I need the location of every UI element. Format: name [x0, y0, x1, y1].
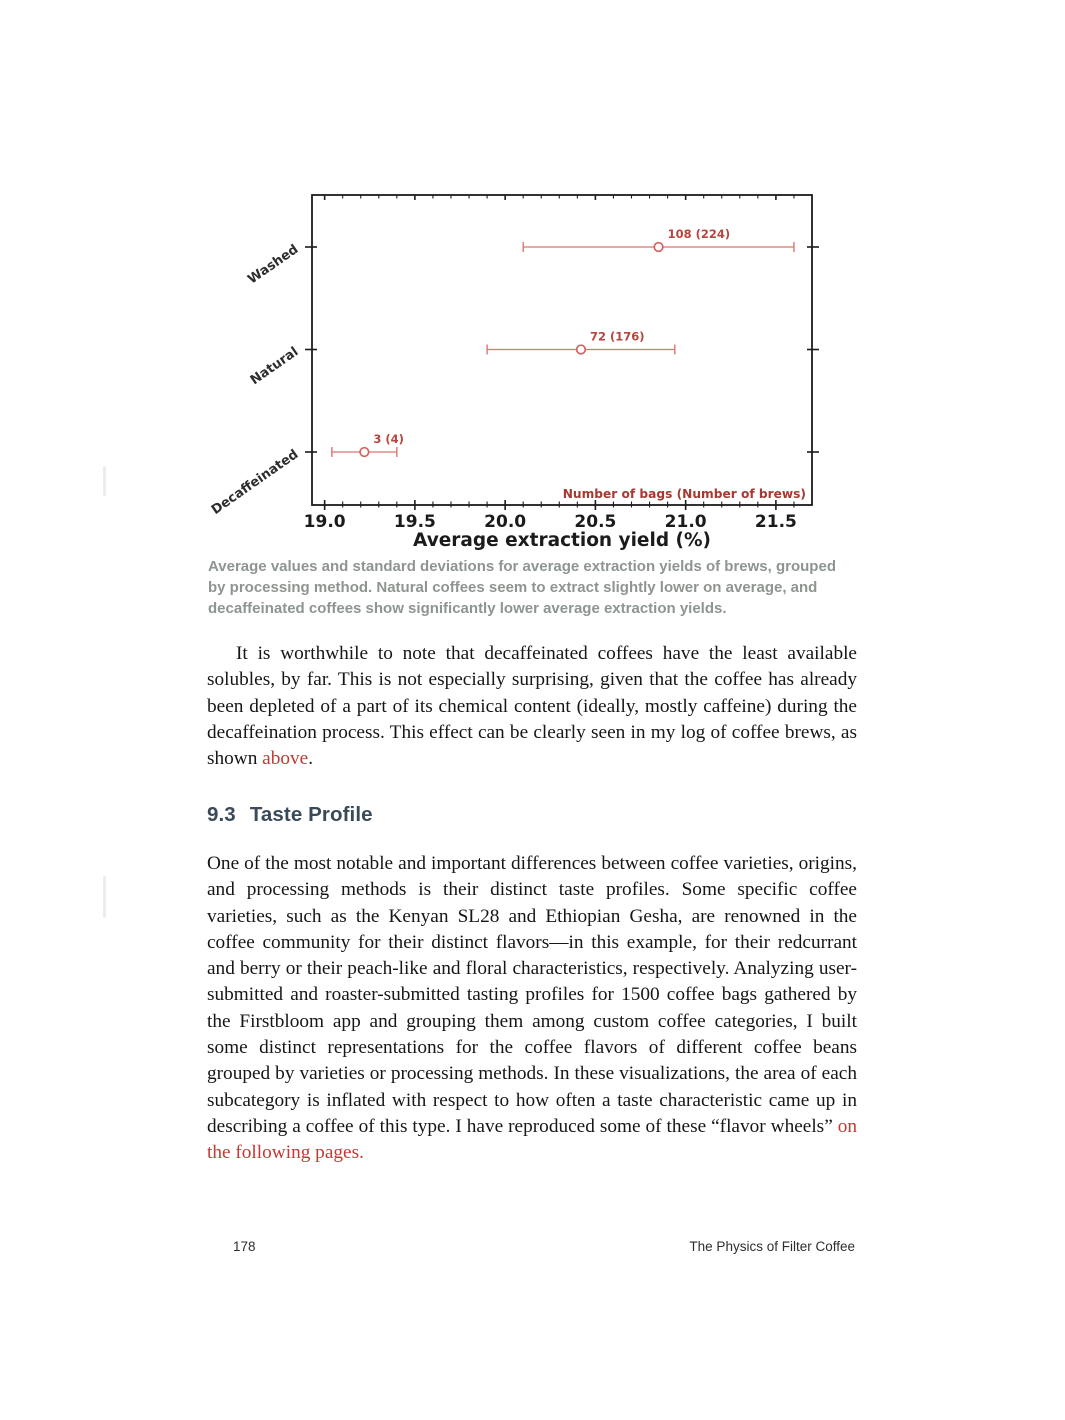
page-number: 178 [233, 1239, 256, 1254]
svg-text:20.5: 20.5 [574, 512, 617, 532]
scan-artifact [103, 876, 106, 918]
svg-text:Natural: Natural [247, 344, 302, 389]
paragraph-1 [207, 641, 857, 772]
point-label: 108 (224) [667, 227, 731, 241]
errorbar-decaffeinated [332, 432, 404, 457]
point-label: 3 (4) [373, 432, 404, 446]
chart-annotation: Number of bags (Number of brews) [562, 487, 806, 501]
svg-text:19.5: 19.5 [393, 512, 436, 532]
svg-text:20.0: 20.0 [484, 512, 527, 532]
figure-extraction-yield [200, 185, 860, 557]
point-label: 72 (176) [589, 329, 645, 344]
inline-link[interactable]: on the following pages. [207, 1115, 857, 1164]
svg-text:Decaffeinated: Decaffeinated [208, 446, 302, 518]
svg-text:19.0: 19.0 [303, 512, 346, 532]
section-number: 9.3 [207, 803, 236, 826]
extraction-yield-chart [200, 185, 860, 557]
paragraph-2 [207, 851, 857, 1167]
errorbar-natural [487, 330, 675, 355]
svg-text:21.0: 21.0 [664, 512, 707, 532]
errorbar-washed [523, 227, 794, 252]
mean-marker [577, 345, 586, 354]
mean-marker [360, 448, 369, 457]
section-heading [207, 803, 373, 827]
inline-link[interactable]: above [262, 748, 309, 770]
scan-artifact [103, 466, 106, 496]
figure-caption: Average values and standard deviations for average extraction yields of brews, grouped by processing method. Natural coffees seem to extract slightly lower on average, and decaffeinated coffees show significantly lower average extraction yields. [208, 558, 836, 617]
section-title: Taste Profile [249, 803, 373, 826]
text-run: One of the most notable and important differences between coffee varieties, origins, and processing methods is their distinct taste profiles. Some specific coffee varieties, such as the Kenyan SL28 and Ethiopian Gesha, are renowned in the coffee community for their distinct flavors—in this example, for their redcurrant and berry or their peach-like and floral characteristics, respectively. Analyzing user-submitted and roaster-submitted tasting profiles for 1500 coffee bags gathered by the Firstbloom app and grouping them among custom coffee categories, I built some distinct representations for the coffee flavors of different coffee beans grouped by varieties or processing methods. In these visualizations, the area of each subcategory is inflated with respect to how often a taste characteristic came up in describing a coffee of this type. I have reproduced some of these “flavor wheels” [207, 853, 857, 1137]
svg-text:Average extraction yield (%): Average extraction yield (%) [413, 530, 711, 551]
svg-text:21.5: 21.5 [754, 512, 797, 532]
text-run: It is worthwhile to note that decaffeinated coffees have the least available solubles, by far. This is not especially surprising, given that the coffee has already been depleted of a part of its chemical content (ideally, mostly caffeine) during the decaffeination process. This effect can be clearly seen in my log of coffee brews, as shown [207, 643, 857, 770]
book-title: The Physics of Filter Coffee [689, 1239, 855, 1254]
svg-text:Washed: Washed [245, 241, 302, 288]
mean-marker [654, 243, 663, 252]
text-run: . [308, 748, 314, 770]
